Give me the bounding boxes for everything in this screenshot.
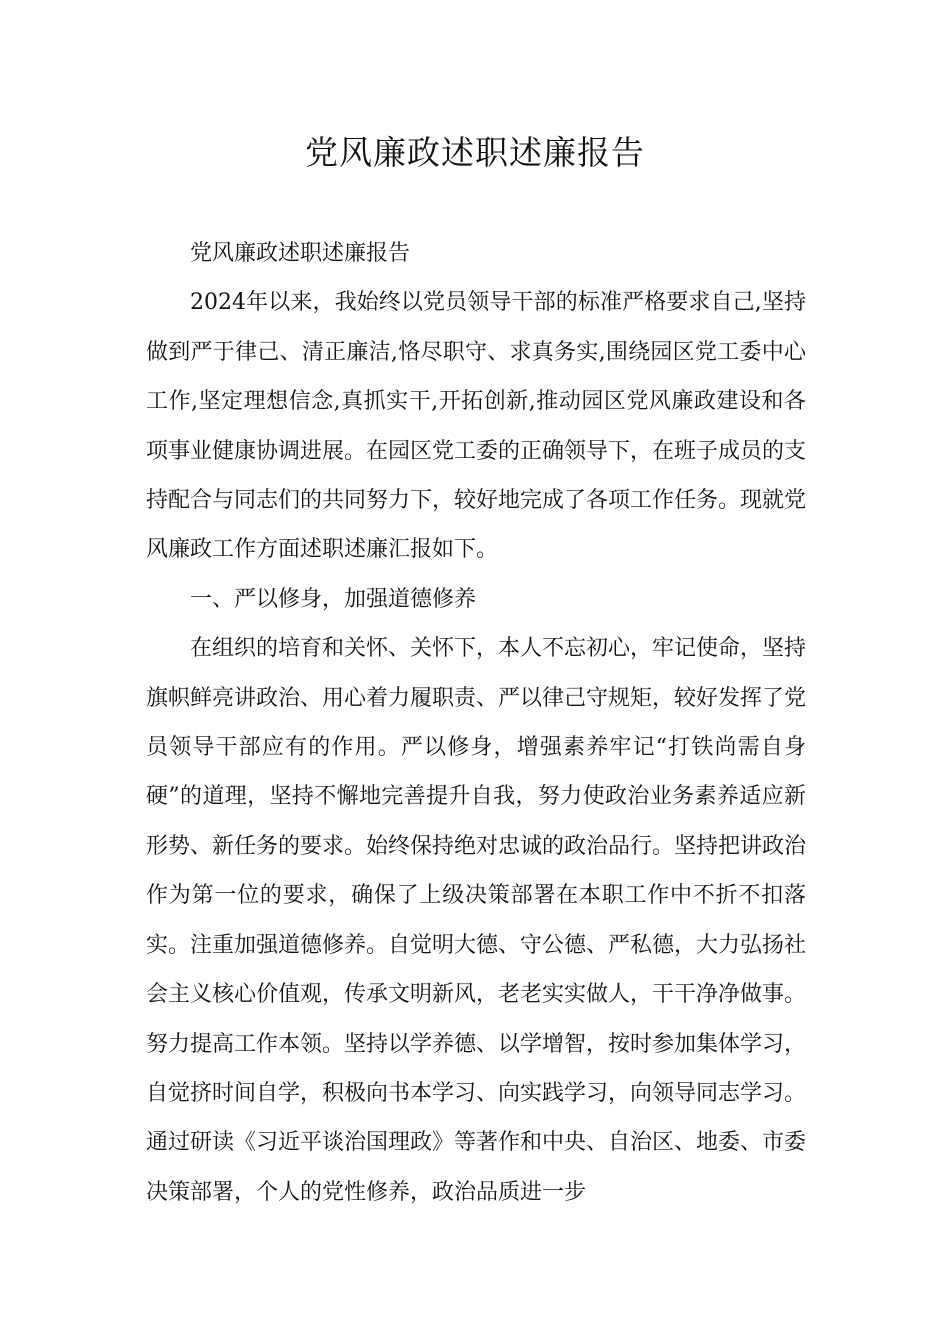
document-body (146, 229, 806, 1217)
document-title: 党风廉政述职述廉报告 (305, 133, 645, 172)
section-heading-1: 一、严以修身，加强道德修养 (190, 586, 477, 612)
paragraph-section-1: 在组织的培育和关怀、关怀下，本人不忘初心，牢记使命，坚持旗帜鲜亮讲政治、用心着力履职责、严以律己守规矩，较好发挥了党员领导干部应有的作用。严以修身，增强素养牢记“打铁尚需自身硬”的道理，坚持不懈地完善提升自我，努力使政治业务素养适应新形势、新任务的要求。始终保持绝对忠诚的政治品行。坚持把讲政治作为第一位的要求，确保了上级决策部署在本职工作中不折不扣落实。注重加强道德修养。自觉明大德、守公德、严私德，大力弘扬社会主义核心价值观，传承文明新风，老老实实做人，干干净净做事。努力提高工作本领。坚持以学养德、以学增智，按时参加集体学习，自觉挤时间自学，积极向书本学习、向实践学习，向领导同志学习。通过研读《习近平谈治国理政》等著作和中央、自治区、地委、市委决策部署，个人的党性修养，政治品质进一步 (146, 636, 807, 1205)
paragraph-intro: 2024年以来，我始终以党员领导干部的标准严格要求自己,坚持做到严于律己、清正廉洁,恪尽职守、求真务实,围绕园区党工委中心工作,坚定理想信念,真抓实干,开拓创新,推动园区党风廉政建设和各项事业健康协调进展。在园区党工委的正确领导下，在班子成员的支持配合与同志们的共同努力下，较好地完成了各项工作任务。现就党风廉政工作方面述职述廉汇报如下。 (146, 290, 807, 563)
paragraph-subtitle: 党风廉政述职述廉报告 (190, 241, 411, 266)
